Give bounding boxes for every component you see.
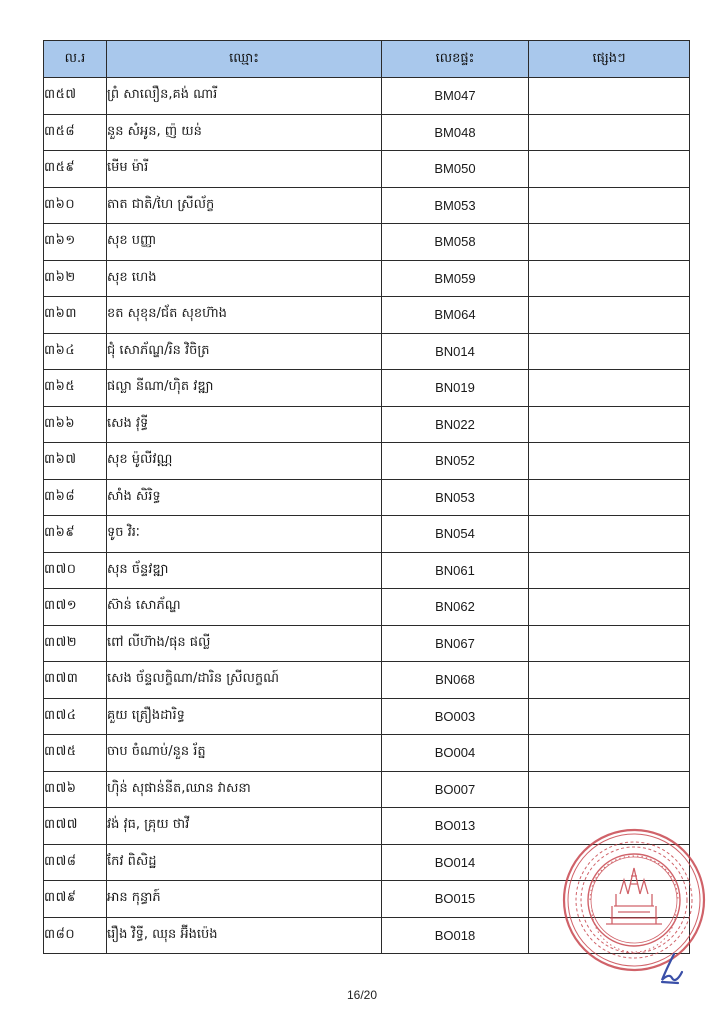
row-house-number-cell: BM050 [382, 151, 529, 188]
table-row [44, 370, 690, 407]
row-number-cell: ៣៧២ [44, 625, 107, 662]
row-name-cell: គួយ ត្រឿងដារិទ្ធ [107, 698, 382, 735]
row-name-cell: អាន កុន្ធាភ៍ [107, 881, 382, 918]
row-name-cell: សុខ ហេង [107, 260, 382, 297]
row-name-cell: ហ៊ិន់ សុផាន់នីត,ឈាន វាសនា [107, 771, 382, 808]
row-notes-cell [529, 224, 690, 261]
row-number-cell: ៣៦៩ [44, 516, 107, 553]
row-number-cell: ៣៧៩ [44, 881, 107, 918]
row-notes-cell [529, 406, 690, 443]
row-house-number-cell: BO015 [382, 881, 529, 918]
row-name-cell: សេង ច័ន្ទលក្ខិណា/ដារិន ស្រីលក្ខណ៍ [107, 662, 382, 699]
row-house-number-cell: BN052 [382, 443, 529, 480]
table-row [44, 114, 690, 151]
row-notes-cell [529, 333, 690, 370]
row-name-cell: ពៅ លីហ៊ាង/ផុន ផល្លី [107, 625, 382, 662]
row-house-number-cell: BN062 [382, 589, 529, 626]
residents-table [43, 40, 690, 954]
row-name-cell: សាំង សិរិទ្ធ [107, 479, 382, 516]
table-row [44, 224, 690, 261]
row-number-cell: ៣៦៣ [44, 297, 107, 334]
table-row [44, 552, 690, 589]
row-house-number-cell: BN014 [382, 333, 529, 370]
row-number-cell: ៣៥៩ [44, 151, 107, 188]
row-house-number-cell: BM053 [382, 187, 529, 224]
row-house-number-cell: BO003 [382, 698, 529, 735]
row-name-cell: តាត ជាតិ/ហៃ ស្រីល័ក្ខ [107, 187, 382, 224]
row-number-cell: ៣៧៨ [44, 844, 107, 881]
row-name-cell: នួន សំអូន, ញ៉ យន់ [107, 114, 382, 151]
table-row [44, 187, 690, 224]
row-number-cell: ៣៧៦ [44, 771, 107, 808]
row-name-cell: រឿង វិទ្ធី, ឈុន អ៊ីងប៉េង [107, 917, 382, 954]
row-notes-cell [529, 370, 690, 407]
row-notes-cell [529, 187, 690, 224]
row-number-cell: ៣៦៥ [44, 370, 107, 407]
table-row [44, 406, 690, 443]
row-number-cell: ៣៦៨ [44, 479, 107, 516]
row-notes-cell [529, 771, 690, 808]
row-number-cell: ៣៦៧ [44, 443, 107, 480]
row-house-number-cell: BM059 [382, 260, 529, 297]
row-name-cell: សុខ ម៉ូលីវណ្ណ [107, 443, 382, 480]
row-number-cell: ៣៥៨ [44, 114, 107, 151]
table-row [44, 78, 690, 115]
row-notes-cell [529, 516, 690, 553]
row-number-cell: ៣៨០ [44, 917, 107, 954]
header-notes: ផ្សេងៗ [529, 41, 690, 78]
row-house-number-cell: BO013 [382, 808, 529, 845]
page-number: 16/20 [346, 988, 378, 1002]
row-name-cell: សេង វុទ្ធី [107, 406, 382, 443]
row-house-number-cell: BN067 [382, 625, 529, 662]
header-number: ល.រ [44, 41, 107, 78]
row-notes-cell [529, 698, 690, 735]
row-notes-cell [529, 78, 690, 115]
row-number-cell: ៣៦១ [44, 224, 107, 261]
table-row [44, 443, 690, 480]
row-house-number-cell: BN068 [382, 662, 529, 699]
header-house-number: លេខផ្ទះ [382, 41, 529, 78]
row-number-cell: ៣៧៣ [44, 662, 107, 699]
row-notes-cell [529, 479, 690, 516]
row-house-number-cell: BO014 [382, 844, 529, 881]
row-house-number-cell: BN019 [382, 370, 529, 407]
row-name-cell: ខត សុខុន/ជ័ត សុខហ៊ាង [107, 297, 382, 334]
row-notes-cell [529, 662, 690, 699]
table-row [44, 260, 690, 297]
row-notes-cell [529, 589, 690, 626]
row-name-cell: សុខ បញ្ញា [107, 224, 382, 261]
row-notes-cell [529, 735, 690, 772]
row-number-cell: ៣៥៧ [44, 78, 107, 115]
table-body [44, 78, 690, 954]
row-house-number-cell: BN022 [382, 406, 529, 443]
row-notes-cell [529, 297, 690, 334]
row-house-number-cell: BO007 [382, 771, 529, 808]
row-house-number-cell: BM058 [382, 224, 529, 261]
row-name-cell: សុន ច័ន្ទវឌ្ឍា [107, 552, 382, 589]
table-row [44, 698, 690, 735]
row-notes-cell [529, 260, 690, 297]
table-row [44, 297, 690, 334]
header-name: ឈ្មោះ [107, 41, 382, 78]
row-notes-cell [529, 151, 690, 188]
row-name-cell: ចាប ចំណាប់/នួន រ័ត្ន [107, 735, 382, 772]
table-row [44, 151, 690, 188]
row-house-number-cell: BN053 [382, 479, 529, 516]
row-name-cell: មើម ម៉ារី [107, 151, 382, 188]
table-row [44, 516, 690, 553]
row-name-cell: ទូច វិរៈ [107, 516, 382, 553]
row-name-cell: ព្រំ សាលឿន,គង់ ណារី [107, 78, 382, 115]
row-house-number-cell: BM048 [382, 114, 529, 151]
row-notes-cell [529, 443, 690, 480]
row-number-cell: ៣៦២ [44, 260, 107, 297]
table-row [44, 771, 690, 808]
row-house-number-cell: BM064 [382, 297, 529, 334]
table-row [44, 589, 690, 626]
table-row [44, 662, 690, 699]
signature-mark [656, 952, 686, 986]
row-house-number-cell: BO018 [382, 917, 529, 954]
row-name-cell: កែវ ពិសិដ្ឋ [107, 844, 382, 881]
table-row [44, 479, 690, 516]
row-number-cell: ៣៦០ [44, 187, 107, 224]
row-number-cell: ៣៧០ [44, 552, 107, 589]
row-number-cell: ៣៦៤ [44, 333, 107, 370]
table-row [44, 333, 690, 370]
row-number-cell: ៣៧៥ [44, 735, 107, 772]
row-house-number-cell: BM047 [382, 78, 529, 115]
row-name-cell: ជុំ សោភ័ណ្ឌ/រិន វិចិត្រ [107, 333, 382, 370]
row-notes-cell [529, 625, 690, 662]
row-number-cell: ៣៧៤ [44, 698, 107, 735]
row-name-cell: ស៊ាន់ សោភ័ណ្ឌ [107, 589, 382, 626]
table-row [44, 735, 690, 772]
row-house-number-cell: BN061 [382, 552, 529, 589]
table-header-row [44, 41, 690, 78]
row-house-number-cell: BN054 [382, 516, 529, 553]
row-name-cell: វង់ វុធ, គ្រុយ ថាវី [107, 808, 382, 845]
row-number-cell: ៣៦៦ [44, 406, 107, 443]
row-house-number-cell: BO004 [382, 735, 529, 772]
row-name-cell: ផល្លា នីណា/ហ៊ិត វឌ្ឍា [107, 370, 382, 407]
table-row [44, 625, 690, 662]
row-number-cell: ៣៧៧ [44, 808, 107, 845]
row-notes-cell [529, 552, 690, 589]
row-number-cell: ៣៧១ [44, 589, 107, 626]
row-notes-cell [529, 114, 690, 151]
